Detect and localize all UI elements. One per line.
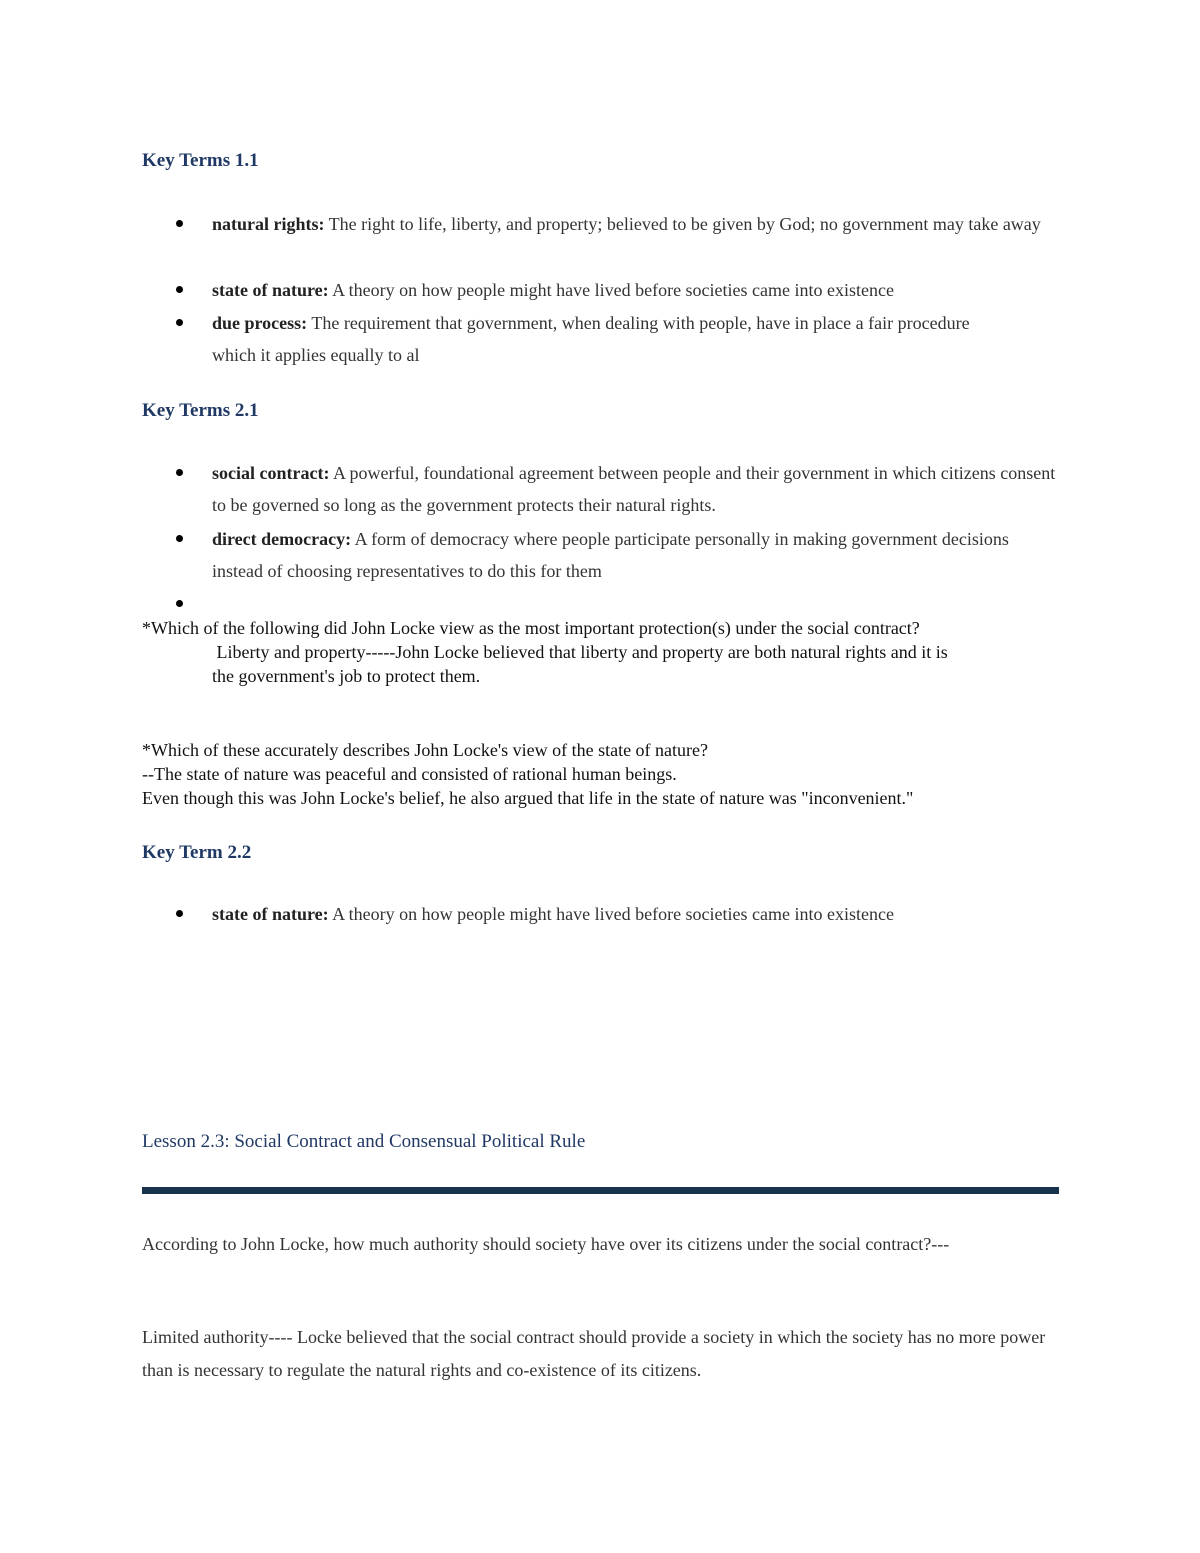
bullet-icon	[176, 535, 183, 542]
list-item-due-process	[212, 307, 1012, 371]
list-item-state-of-nature	[212, 898, 1062, 930]
answer-text: Liberty and property-----John Locke believed that liberty and property are both natural rights and it is	[212, 642, 948, 662]
bullet-icon	[176, 600, 183, 607]
term-label: state of nature:	[212, 904, 329, 924]
lesson-answer: Limited authority---- Locke believed that the social contract should provide a society in which the society has no more power than is necessary to regulate the natural rights and co-existence of its citizens.	[142, 1327, 1046, 1380]
term-label: due process:	[212, 313, 308, 333]
lesson-title: Lesson 2.3: Social Contract and Consensual Political Rule	[142, 1131, 586, 1152]
list-item-state-of-nature	[212, 274, 1062, 306]
term-label: state of nature:	[212, 280, 329, 300]
bullet-icon	[176, 319, 183, 326]
answer-text-continued: the government's job to protect them.	[212, 666, 481, 686]
section-heading-key-terms-2-1: Key Terms 2.1	[142, 400, 259, 421]
answer-text: --The state of nature was peaceful and consisted of rational human beings.	[142, 764, 677, 784]
term-definition: A form of democracy where people participate personally in making government decisions instead of choosing representatives to do this for them	[212, 529, 1009, 581]
bullet-icon	[176, 469, 183, 476]
term-definition: A powerful, foundational agreement between people and their government in which citizens consent to be governed so long as the government protects their natural rights.	[212, 463, 1056, 515]
term-definition: A theory on how people might have lived before societies came into existence	[328, 904, 894, 924]
section-heading-key-term-2-2: Key Term 2.2	[142, 842, 252, 863]
term-definition: A theory on how people might have lived before societies came into existence	[328, 280, 894, 300]
bullet-icon	[176, 910, 183, 917]
list-item-direct-democracy	[212, 523, 1062, 587]
list-item-social-contract	[212, 457, 1062, 521]
bullet-icon	[176, 220, 183, 227]
divider-rule	[142, 1187, 1059, 1194]
section-heading-key-terms-1-1: Key Terms 1.1	[142, 150, 259, 171]
term-label: social contract:	[212, 463, 330, 483]
bullet-icon	[176, 286, 183, 293]
term-label: natural rights:	[212, 214, 325, 234]
answer-note: Even though this was John Locke's belief, he also argued that life in the state of nature was "inconvenient."	[142, 788, 914, 808]
list-item-natural-rights	[212, 208, 1062, 240]
term-label: direct democracy:	[212, 529, 352, 549]
question-text: *Which of these accurately describes John Locke's view of the state of nature?	[142, 740, 709, 760]
term-definition: The right to life, liberty, and property; believed to be given by God; no government may take away	[324, 214, 1041, 234]
lesson-question: According to John Locke, how much authority should society have over its citizens under the social contract?---	[142, 1234, 950, 1254]
term-definition: The requirement that government, when dealing with people, have in place a fair procedure which it applies equally to al	[212, 313, 970, 365]
question-text: *Which of the following did John Locke view as the most important protection(s) under the social contract?	[142, 618, 920, 638]
